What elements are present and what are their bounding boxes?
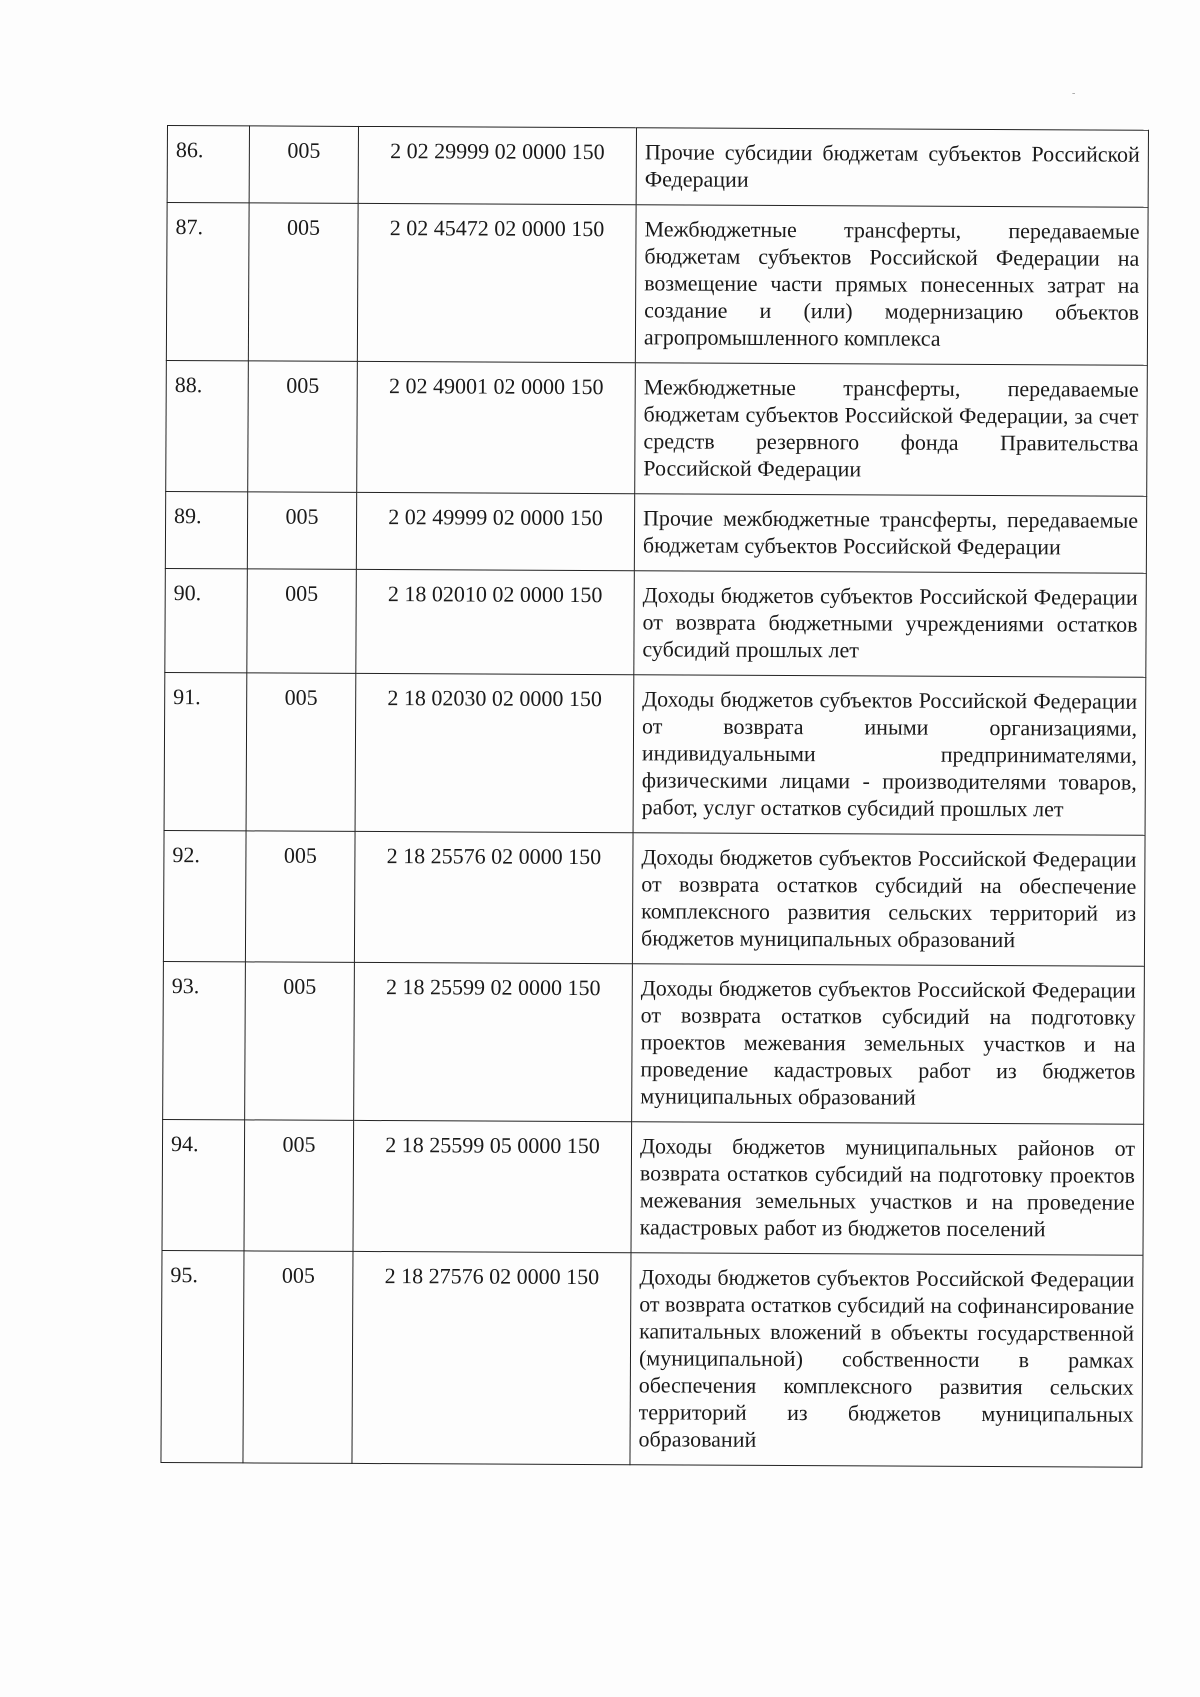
admin-code: 005 [244, 1120, 354, 1252]
admin-code: 005 [248, 361, 358, 493]
row-number: 91. [164, 672, 247, 830]
budget-classification-code: 2 18 02030 02 0000 150 [355, 673, 634, 832]
income-description: Прочие межбюджетные трансферты, передаваемые бюджетам субъектов Российской Федерации [634, 494, 1146, 574]
admin-code: 005 [246, 673, 356, 832]
budget-codes-table [160, 125, 1149, 1468]
income-description: Прочие субсидии бюджетам субъектов Российской Федерации [636, 128, 1148, 208]
income-description: Доходы бюджетов субъектов Российской Федерации от возврата иными организациями, индивидуальными предпринимателями, физическими лицами - производителями товаров, работ, услуг остатков субсидий прошлых лет [633, 675, 1146, 836]
table-row [163, 830, 1145, 966]
income-description: Доходы бюджетов субъектов Российской Федерации от возврата остатков субсидий на софинансирование капитальных вложений в объекты государственной (муниципальной) собственности в рамках обеспечения комплексного развития сельских территорий из бюджетов муниципальных образований [630, 1253, 1143, 1467]
table-row [164, 672, 1146, 835]
admin-code: 005 [243, 1251, 353, 1464]
admin-code: 005 [248, 203, 358, 362]
budget-classification-code: 2 02 45472 02 0000 150 [357, 203, 636, 362]
table-row [162, 1119, 1144, 1255]
row-number: 95. [161, 1250, 244, 1462]
table-row [165, 491, 1146, 573]
budget-classification-code: 2 18 25599 05 0000 150 [353, 1120, 632, 1252]
budget-classification-code: 2 02 49001 02 0000 150 [357, 361, 636, 493]
table-row [165, 568, 1146, 677]
row-number: 88. [166, 360, 249, 491]
table-row [166, 360, 1148, 496]
budget-classification-code: 2 18 02010 02 0000 150 [356, 569, 635, 674]
row-number: 92. [163, 830, 246, 961]
income-description: Межбюджетные трансферты, передаваемые бюджетам субъектов Российской Федерации на возмещение части прямых понесенных затрат на создание и (или) модернизацию объектов агропромышленного комплекса [635, 205, 1148, 366]
budget-classification-code: 2 18 25576 02 0000 150 [354, 831, 633, 963]
admin-code: 005 [247, 492, 356, 570]
budget-classification-code: 2 18 27576 02 0000 150 [352, 1251, 631, 1464]
row-number: 94. [162, 1119, 245, 1250]
row-number: 93. [163, 961, 246, 1119]
row-number: 90. [165, 568, 248, 672]
row-number: 89. [165, 491, 247, 568]
row-number: 86. [167, 126, 249, 203]
budget-classification-code: 2 02 49999 02 0000 150 [356, 492, 634, 570]
admin-code: 005 [247, 569, 357, 674]
row-number: 87. [166, 203, 249, 361]
income-description: Доходы бюджетов субъектов Российской Федерации от возврата остатков субсидий на подготовку проектов межевания земельных участков и на проведение кадастровых работ из бюджетов муниципальных образований [632, 964, 1145, 1125]
table-row [166, 203, 1148, 366]
admin-code: 005 [245, 962, 355, 1121]
budget-classification-code: 2 18 25599 02 0000 150 [354, 962, 633, 1121]
table-row [163, 961, 1145, 1124]
budget-classification-code: 2 02 29999 02 0000 150 [358, 126, 636, 204]
scan-mark: - [1072, 88, 1076, 99]
admin-code: 005 [249, 126, 358, 204]
income-description: Доходы бюджетов субъектов Российской Федерации от возврата остатков субсидий на обеспечение комплексного развития сельских территорий из бюджетов муниципальных образований [632, 833, 1145, 967]
income-description: Межбюджетные трансферты, передаваемые бюджетам субъектов Российской Федерации, за счет средств резервного фонда Правительства Российской Федерации [635, 363, 1148, 497]
income-description: Доходы бюджетов субъектов Российской Федерации от возврата бюджетными учреждениями остатков субсидий прошлых лет [634, 571, 1147, 678]
table-row [161, 1250, 1143, 1467]
admin-code: 005 [245, 831, 355, 963]
table-row [167, 126, 1148, 208]
income-description: Доходы бюджетов муниципальных районов от возврата остатков субсидий на подготовку проектов межевания земельных участков и на проведение кадастровых работ из бюджетов поселений [631, 1122, 1144, 1256]
